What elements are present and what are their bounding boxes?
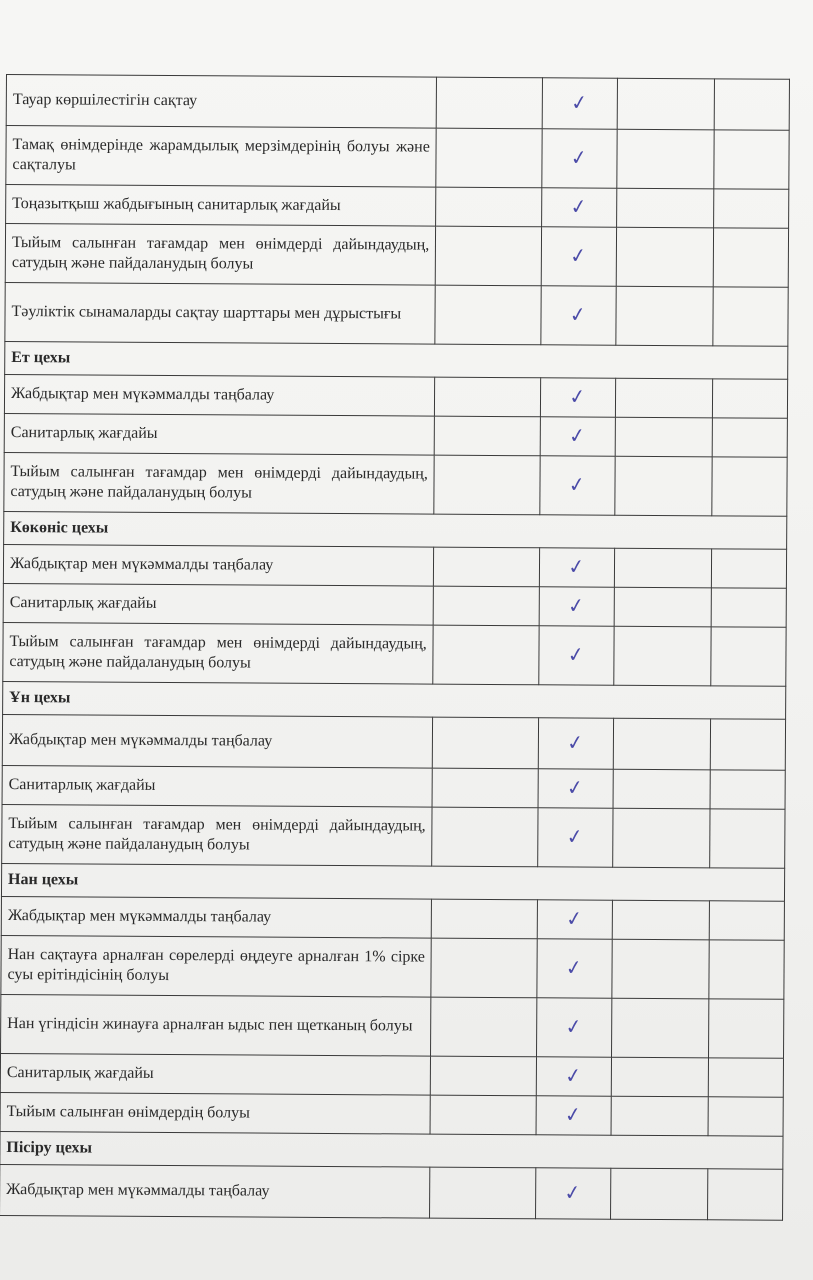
checkmark-icon: ✓ [565, 773, 586, 801]
checkmark-icon: ✓ [566, 640, 587, 668]
table-row [0, 1053, 783, 1097]
checklist-item-label: Санитарлық жағдайы [3, 583, 434, 625]
checklist-item-label: Жабдықтар мен мүкәммалды таңбалау [0, 1164, 430, 1218]
blank-cell [610, 1168, 708, 1220]
section-title: Нан цехы [1, 863, 784, 901]
check-cell [539, 456, 615, 515]
checkmark-icon: ✓ [569, 88, 590, 116]
table-row [1, 935, 784, 999]
blank-cell [710, 901, 785, 940]
blank-cell [614, 548, 712, 588]
blank-cell [435, 377, 541, 417]
checkmark-icon: ✓ [563, 1012, 584, 1039]
blank-cell [714, 228, 789, 287]
check-cell [538, 769, 613, 808]
section-title: Көкөніс цехы [4, 511, 787, 549]
blank-cell [611, 1096, 709, 1136]
table-row [6, 75, 789, 131]
check-cell [537, 808, 613, 867]
blank-cell [435, 226, 541, 286]
section-header-row [4, 511, 787, 549]
check-cell [536, 998, 612, 1057]
checklist-item-label: Санитарлық жағдайы [4, 413, 435, 455]
blank-cell [611, 998, 709, 1058]
blank-cell [434, 455, 540, 515]
blank-cell [710, 809, 785, 868]
blank-cell [712, 549, 787, 588]
section-title: Ұн цехы [3, 681, 786, 719]
blank-cell [617, 78, 715, 130]
checklist-item-label: Тыйым салынған тағамдар мен өнімдерді дайындаудың, сатудың және пайдаланудың болуы [2, 804, 433, 866]
table-row [1, 896, 784, 940]
blank-cell [432, 807, 538, 867]
blank-cell [713, 379, 788, 418]
checklist-item-label: Тыйым салынған тағамдар мен өнімдерді дайындаудың, сатудың және пайдаланудың болуы [5, 224, 436, 286]
checklist-item-label: Санитарлық жағдайы [0, 1053, 431, 1095]
blank-cell [711, 719, 786, 770]
table-row [3, 583, 786, 627]
check-cell [541, 227, 617, 286]
blank-cell [614, 626, 712, 686]
check-cell [542, 78, 617, 129]
check-cell [540, 378, 615, 417]
blank-cell [616, 227, 714, 287]
blank-cell [713, 418, 788, 457]
blank-cell [615, 378, 713, 418]
blank-cell [714, 189, 789, 228]
blank-cell [713, 287, 788, 346]
checklist-item-label: Тауар көршілестігін сақтау [6, 75, 437, 129]
blank-cell [433, 586, 539, 626]
checkmark-icon: ✓ [564, 904, 585, 931]
checklist-item-label: Жабдықтар мен мүкәммалды таңбалау [2, 714, 433, 768]
checklist-item-label: Жабдықтар мен мүкәммалды таңбалау [4, 374, 435, 416]
checkmark-icon: ✓ [563, 1061, 584, 1088]
blank-cell [712, 457, 787, 516]
table-row [1, 994, 784, 1058]
checkmark-icon: ✓ [568, 241, 589, 269]
blank-cell [616, 188, 714, 228]
checklist-item-label: Нан үгіндісін жинауға арналған ыдыс пен щетканың болуы [1, 994, 432, 1056]
checkmark-icon: ✓ [568, 300, 589, 328]
checkmark-icon: ✓ [562, 1178, 583, 1205]
section-header-row [5, 341, 788, 379]
checkmark-icon: ✓ [569, 143, 590, 171]
blank-cell [612, 939, 710, 999]
check-cell [536, 1057, 611, 1096]
check-cell [541, 188, 616, 227]
checklist-item-label: Жабдықтар мен мүкәммалды таңбалау [1, 896, 432, 938]
check-cell [541, 129, 617, 188]
blank-cell [434, 547, 540, 587]
table-row [6, 126, 789, 190]
checklist-item-label: Тыйым салынған өнімдердің болуы [0, 1092, 431, 1134]
check-cell [540, 417, 615, 456]
checklist-item-label: Жабдықтар мен мүкәммалды таңбалау [3, 544, 434, 586]
checkmark-icon: ✓ [568, 192, 589, 220]
blank-cell [435, 285, 541, 345]
section-header-row [0, 1131, 783, 1169]
blank-cell [431, 938, 537, 998]
table-row [5, 224, 788, 288]
blank-cell [617, 129, 715, 189]
blank-cell [612, 900, 710, 940]
checkmark-icon: ✓ [567, 382, 588, 410]
section-header-row [3, 681, 786, 719]
blank-cell [436, 77, 542, 129]
check-cell [539, 587, 614, 626]
checklist-item-label: Тәуліктік сынамаларды сақтау шарттары мен дұрыстығы [5, 282, 436, 344]
blank-cell [613, 769, 711, 809]
blank-cell [709, 1058, 784, 1097]
blank-cell [715, 79, 790, 130]
checkmark-icon: ✓ [563, 1100, 584, 1127]
table-row [2, 714, 785, 770]
blank-cell [436, 128, 542, 188]
blank-cell [432, 899, 538, 939]
checklist-item-label: Тыйым салынған тағамдар мен өнімдерді дайындаудың, сатудың және пайдаланудың болуы [3, 622, 434, 684]
check-cell [535, 1168, 610, 1219]
inspection-checklist-table [0, 74, 790, 1221]
blank-cell [430, 1095, 536, 1135]
blank-cell [612, 808, 710, 868]
blank-cell [436, 187, 542, 227]
section-title: Пісіру цехы [0, 1131, 783, 1169]
check-cell [538, 626, 614, 685]
table-row [0, 1164, 783, 1220]
checkmark-icon: ✓ [566, 591, 587, 619]
blank-cell [611, 1057, 709, 1097]
table-row [4, 452, 787, 516]
checkmark-icon: ✓ [567, 421, 588, 449]
blank-cell [433, 625, 539, 685]
checkmark-icon: ✓ [564, 953, 585, 980]
check-cell [540, 286, 616, 345]
blank-cell [615, 456, 713, 516]
blank-cell [708, 1169, 783, 1220]
blank-cell [431, 997, 537, 1057]
blank-cell [430, 1167, 536, 1219]
checklist-item-label: Нан сақтауға арналған сөрелерді өңдеуге арналған 1% сірке суы ерітіндісінің болуы [1, 935, 432, 997]
table-row [0, 1092, 783, 1136]
check-cell [536, 939, 612, 998]
blank-cell [613, 718, 711, 770]
table-row [3, 544, 786, 588]
blank-cell [709, 940, 784, 999]
checklist-item-label: Тоңазытқыш жабдығының санитарлық жағдайы [6, 185, 437, 227]
checklist-body [0, 75, 789, 1221]
blank-cell [432, 768, 538, 808]
blank-cell [710, 770, 785, 809]
checklist-item-label: Тамақ өнімдерінде жарамдылық мерзімдерінің болуы және сақталуы [6, 126, 437, 188]
checklist-item-label: Санитарлық жағдайы [2, 765, 433, 807]
checkmark-icon: ✓ [565, 728, 586, 756]
blank-cell [616, 286, 714, 346]
blank-cell [712, 588, 787, 627]
blank-cell [709, 999, 784, 1058]
table-row [2, 765, 785, 809]
blank-cell [708, 1097, 783, 1136]
check-cell [538, 718, 613, 769]
checklist-item-label: Тыйым салынған тағамдар мен өнімдерді дайындаудың, сатудың және пайдаланудың болуы [4, 452, 435, 514]
blank-cell [431, 1056, 537, 1096]
table-row [4, 374, 787, 418]
checkmark-icon: ✓ [566, 552, 587, 580]
blank-cell [711, 627, 786, 686]
table-row [5, 282, 788, 346]
table-row [4, 413, 787, 457]
section-header-row [1, 863, 784, 901]
checkmark-icon: ✓ [567, 470, 588, 498]
blank-cell [434, 416, 540, 456]
section-title: Ет цехы [5, 341, 788, 379]
blank-cell [615, 417, 713, 457]
check-cell [537, 900, 612, 939]
table-row [2, 804, 785, 868]
table-row [3, 622, 786, 686]
table-row [6, 185, 789, 229]
check-cell [539, 548, 614, 587]
checkmark-icon: ✓ [565, 822, 585, 849]
blank-cell [433, 717, 539, 769]
check-cell [536, 1096, 611, 1135]
blank-cell [614, 587, 712, 627]
blank-cell [714, 130, 789, 189]
